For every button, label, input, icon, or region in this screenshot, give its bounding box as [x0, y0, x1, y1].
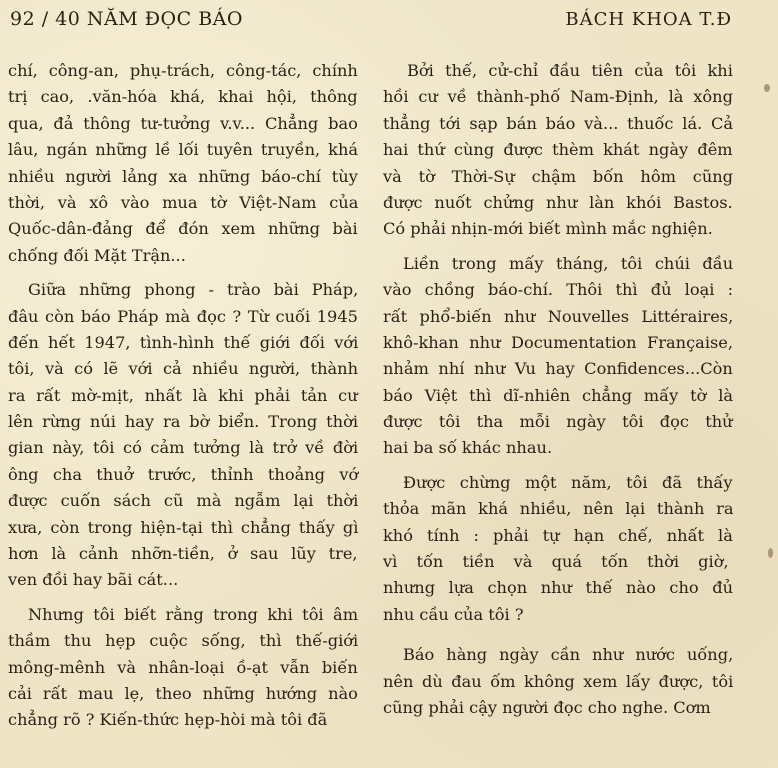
paragraph [383, 58, 733, 243]
text-line: thời, và xô vào mua tờ Việt-Nam của [8, 192, 359, 212]
text-line: đến hết 1947, tình-hình thế giới đối với [8, 332, 359, 352]
text-line: vào chồng báo-chí. Thôi thì đủ loại : [383, 280, 734, 300]
text-line: thầm thu hẹp cuộc sống, thì thế-giới [8, 631, 359, 651]
text-line: mông-mênh và nhân-loại ồ-ạt vẫn biến [8, 657, 358, 677]
text-line: ra rất mờ-mịt, nhất là khi phải tản cư [8, 385, 358, 405]
paper-stain [764, 84, 770, 92]
text-line: gian này, tôi có cảm tưởng là trở về đời [8, 438, 359, 458]
text-line: và tờ Thời-Sự chậm bốn hôm cũng [383, 166, 734, 186]
text-line: chí, công-an, phụ-trách, công-tác, chính [8, 61, 358, 80]
paragraph [8, 602, 358, 734]
text-line: hơn là cảnh nhỡn-tiền, ở sau lũy tre, [8, 544, 358, 564]
paragraph [383, 251, 733, 462]
paragraph-gap [8, 269, 358, 277]
text-line: chống đối Mặt Trận... [8, 245, 186, 265]
text-line: cải rất mau lẹ, theo những hướng nào [8, 683, 358, 703]
page-header [0, 4, 778, 44]
text-line: được cuốn sách cũ mà ngẫm lại thời [8, 491, 359, 511]
text-line: lên rừng núi hay ra bờ biển. Trong thời [8, 412, 359, 432]
text-line: Báo hàng ngày cần như nước uống, [403, 645, 734, 665]
paragraph-gap [383, 628, 733, 642]
text-line: tôi, và có lẽ với cả nhiều người, thành [8, 359, 359, 379]
text-line: Có phải nhịn-mới biết mình mắc nghiện. [383, 219, 713, 239]
text-line: ven đồi hay bãi cát... [8, 570, 179, 590]
paragraph [383, 470, 733, 628]
text-line: rất phổ-biến như Nouvelles Littéraires, [383, 306, 734, 326]
text-line: nhiều người lảng xa những báo-chí tùy [8, 166, 358, 186]
text-line: thỏa mãn khá nhiều, nên lại thành ra [383, 499, 734, 519]
text-line: hai ba số khác nhau. [383, 438, 553, 458]
paragraph-gap [8, 594, 358, 602]
paper-stain [768, 548, 773, 558]
text-line: ông cha thuở trước, thỉnh thoảng vớ [8, 464, 359, 484]
text-line: cũng phải cậy người đọc cho nghe. Cơm [383, 697, 711, 717]
text-line: Liền trong mấy tháng, tôi chúi đầu [403, 253, 734, 273]
text-line: nhưng lựa chọn như thế nào cho đủ [383, 578, 734, 598]
text-line: xưa, còn trong hiện-tại thì chẳng thấy gì [8, 517, 359, 537]
text-line: vì tốn tiền và quá tốn thời giờ, [383, 552, 729, 572]
paragraph [8, 58, 358, 269]
text-line: nhảm nhí như Vu hay Confidences...Còn [383, 359, 733, 379]
paragraph [383, 642, 733, 721]
text-line: được tôi tha mỗi ngày tôi đọc thử [383, 412, 733, 432]
paragraph [8, 277, 358, 594]
text-line: qua, đả thông tư-tưởng v.v... Chẳng bao [8, 113, 358, 133]
magazine-name: BÁCH KHOA T.Đ [565, 9, 732, 30]
paragraph-gap [383, 462, 733, 470]
text-line: được nuốt chửng như làn khói Bastos. [383, 192, 733, 212]
text-line: đâu còn báo Pháp mà đọc ? Từ cuối 1945 [8, 306, 358, 326]
right-column [383, 58, 733, 721]
left-column [8, 58, 358, 734]
text-line: hai thứ cùng được thèm khát ngày đêm [383, 140, 733, 160]
text-line: Bởi thế, cử-chỉ đầu tiên của tôi khi [407, 61, 733, 80]
text-line: khô-khan như Documentation Française, [383, 332, 734, 352]
text-line: chẳng rõ ? Kiến-thức hẹp-hòi mà tôi đã [8, 710, 328, 730]
paragraph-gap [383, 243, 733, 251]
text-line: báo Việt thì dĩ-nhiên chẳng mấy tờ là [383, 385, 734, 405]
page-number-and-title: 92 / 40 NĂM ĐỌC BÁO [10, 8, 243, 30]
text-line: nhu cầu của tôi ? [383, 604, 524, 624]
text-line: Nhưng tôi biết rằng trong khi tôi âm [28, 604, 359, 624]
text-line: Quốc-dân-đảng để đón xem những bài [8, 219, 358, 239]
text-line: Được chừng một năm, tôi đã thấy [403, 472, 733, 492]
text-line: nên dù đau ốm không xem lấy được, tôi [383, 671, 734, 691]
text-line: khó tính : phải tự hạn chế, nhất là [383, 525, 733, 545]
text-line: Giữa những phong - trào bài Pháp, [28, 280, 359, 300]
text-line: trị cao, .văn-hóa khá, khai hội, thông [8, 87, 358, 107]
text-line: lâu, ngán những lề lối tuyên truyền, khá [8, 140, 359, 160]
text-line: hồi cư về thành-phố Nam-Định, là xông [383, 87, 733, 107]
text-line: thẳng tới sạp bán báo và... thuốc lá. Cả [383, 113, 734, 133]
